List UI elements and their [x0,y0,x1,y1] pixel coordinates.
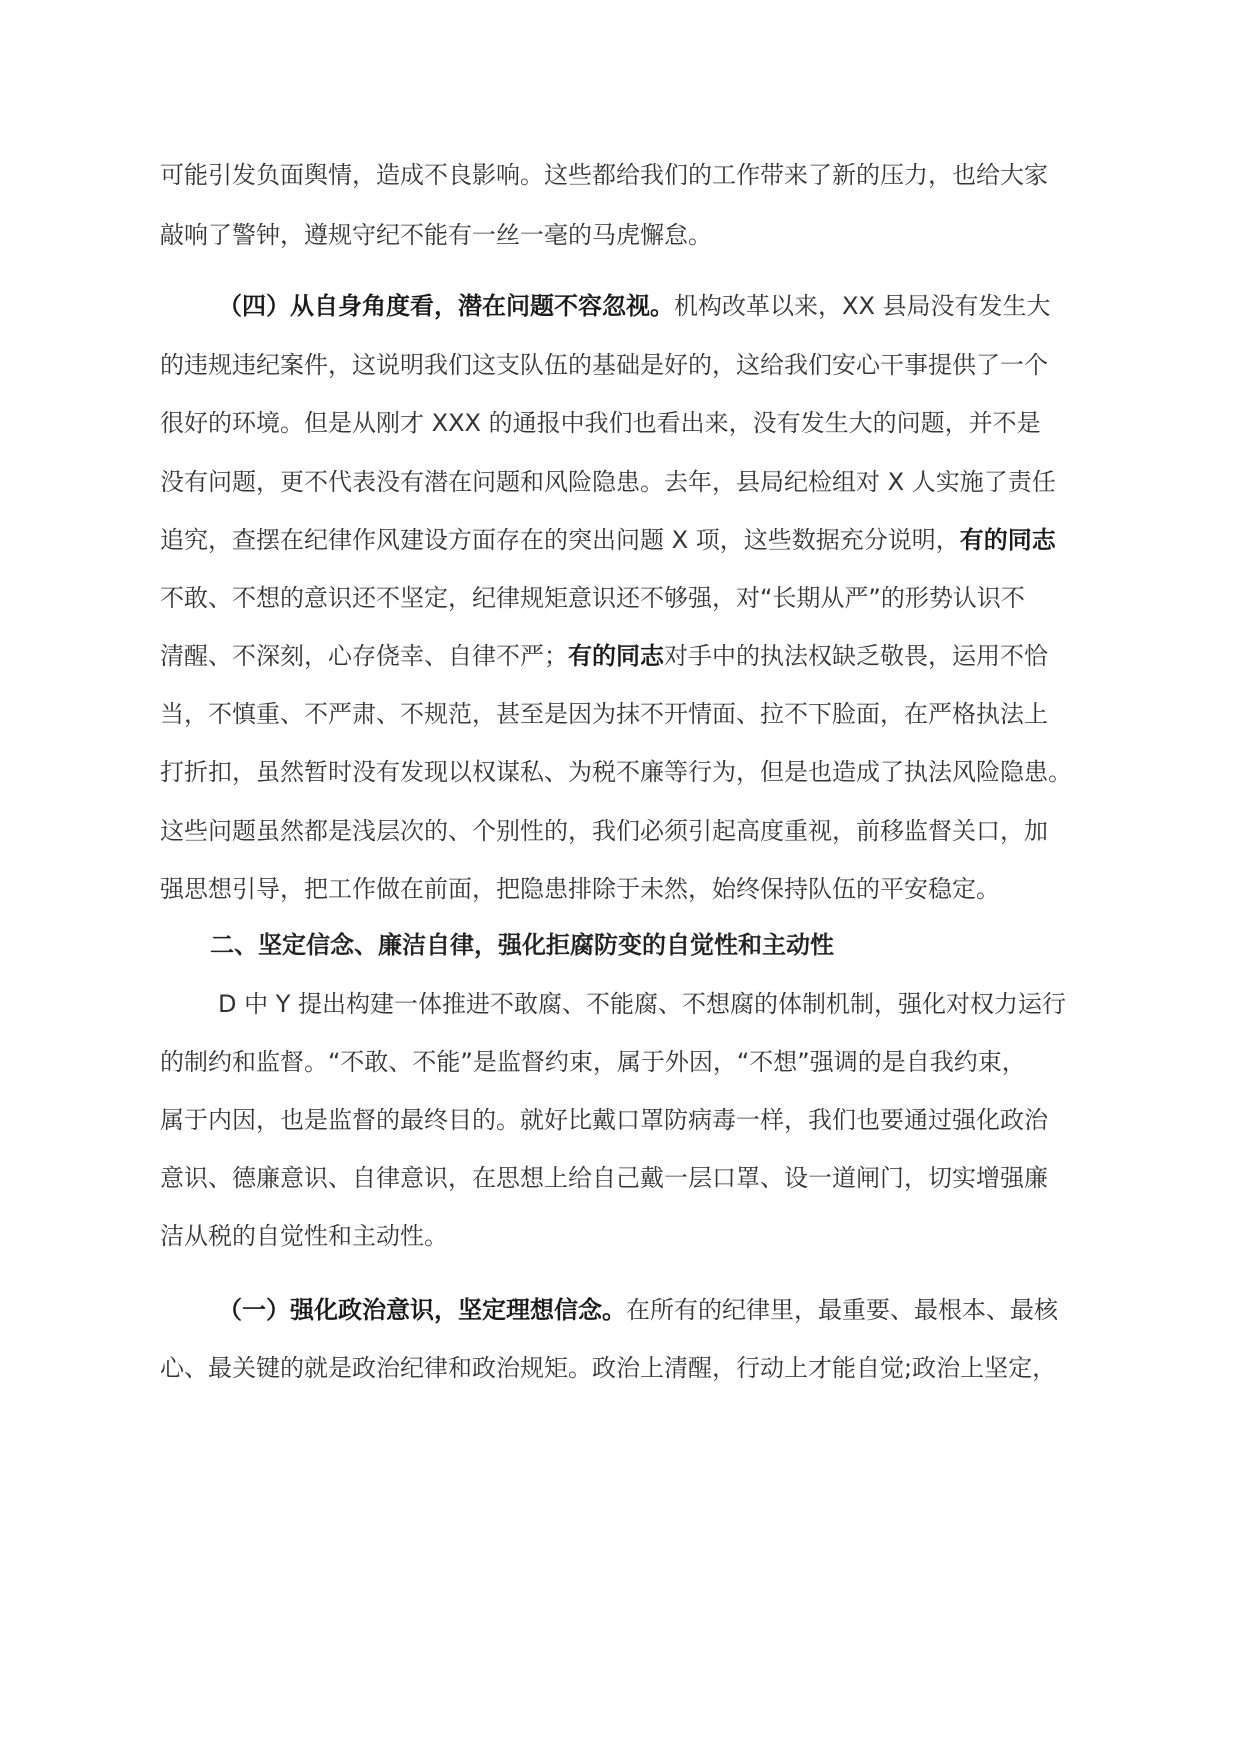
text-span: 的制约和监督。“不敢、不能”是监督约束，属于外因，“不想”强调的是自我约束， [160,1048,1026,1076]
text-span: 敲响了警钟，遵规守纪不能有一丝一毫的马虎懈怠。 [160,221,712,249]
text-span: 追究，查摆在纪律作风建设方面存在的突出问题 X 项，这些数据充分说明， [160,526,960,554]
text-line [160,1103,1048,1137]
text-span: 打折扣，虽然暂时没有发现以权谋私、为税不廉等行为，但是也造成了执法风险隐患。 [160,758,1072,786]
text-line [160,1045,1026,1079]
bold-lead: （四）从自身角度看，潜在问题不容忽视。 [218,292,674,320]
text-line [160,639,1048,673]
text-line [160,581,1025,615]
text-line [160,872,1000,906]
text-line [160,755,1072,789]
text-span: 很好的环境。但是从刚才 XXX 的通报中我们也看出来，没有发生大的问题，并不是 [160,409,1041,437]
text-span: 心、最关键的就是政治纪律和政治规矩。政治上清醒，行动上才能自觉;政治上坚定， [160,1354,1057,1382]
text-span: 不敢、不想的意识还不坚定，纪律规矩意识还不够强，对“长期从严”的形势认识不 [160,584,1025,612]
paragraph-lead-line [218,289,1051,323]
text-span: 的违规违纪案件，这说明我们这支队伍的基础是好的，这给我们安心干事提供了一个 [160,351,1048,379]
text-span: 强思想引导，把工作做在前面，把隐患排除于未然，始终保持队伍的平安稳定。 [160,875,1000,903]
text-line [160,814,1048,848]
bold-lead: （一）强化政治意识，坚定理想信念。 [218,1296,626,1324]
text-span: 属于内因，也是监督的最终目的。就好比戴口罩防病毒一样，我们也要通过强化政治 [160,1106,1048,1134]
text-span: 可能引发负面舆情，造成不良影响。这些都给我们的工作带来了新的压力，也给大家 [160,161,1048,189]
text-span: 在所有的纪律里，最重要、最根本、最核 [626,1296,1058,1324]
text-span: 意识、德廉意识、自律意识，在思想上给自己戴一层口罩、设一道闸门，切实增强廉 [160,1164,1048,1192]
text-span: 这些问题虽然都是浅层次的、个别性的，我们必须引起高度重视，前移监督关口，加 [160,817,1048,845]
text-line [160,218,712,252]
section-heading [210,928,834,962]
text-span: 对手中的执法权缺乏敬畏，运用不恰 [664,642,1048,670]
text-line [160,158,1048,192]
text-span: 洁从税的自觉性和主动性。 [160,1222,448,1250]
text-line [160,1161,1048,1195]
text-line [160,523,1056,557]
paragraph-first-line [218,987,1066,1021]
text-line [160,697,1048,731]
bold-emphasis: 有的同志 [568,642,664,670]
heading-text: 二、坚定信念、廉洁自律，强化拒腐防变的自觉性和主动性 [210,931,834,959]
text-line [160,406,1041,440]
text-line [160,348,1048,382]
bold-emphasis: 有的同志 [959,526,1056,554]
text-line [160,1351,1056,1385]
text-line [160,1219,448,1253]
text-span: 当，不慎重、不严肃、不规范，甚至是因为抹不开情面、拉不下脸面，在严格执法上 [160,700,1048,728]
paragraph-lead-line [218,1293,1058,1327]
text-line [160,465,1056,499]
text-span: 机构改革以来，XX 县局没有发生大 [674,292,1051,320]
text-span: D 中 Y 提出构建一体推进不敢腐、不能腐、不想腐的体制机制，强化对权力运行 [218,990,1067,1018]
text-span: 清醒、不深刻，心存侥幸、自律不严； [160,642,568,670]
text-span: 没有问题，更不代表没有潜在问题和风险隐患。去年，县局纪检组对 X 人实施了责任 [160,468,1056,496]
